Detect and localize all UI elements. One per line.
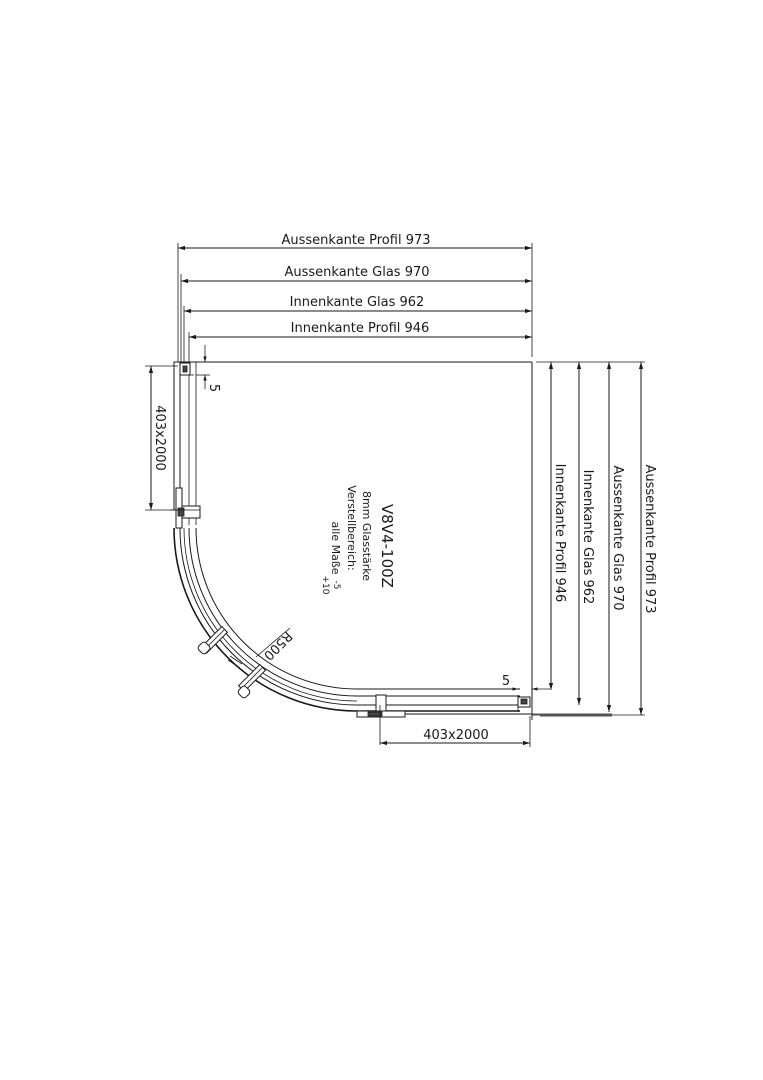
all-dims-label: alle Maße (329, 521, 342, 575)
radius-label: R500 (260, 628, 295, 663)
dim-label-inner-profile-top: Innenkante Profil 946 (290, 321, 430, 336)
glass-label: 8mm Glasstärke (360, 490, 373, 582)
tol-minus-label: -5 (331, 580, 341, 590)
offset-label-top: 5 (206, 383, 221, 393)
offset-label-right: 5 (501, 674, 511, 689)
dim-label-bottom-panel: 403x2000 (423, 728, 489, 743)
dim-label-outer-profile-top: Aussenkante Profil 973 (281, 233, 431, 248)
dim-label-outer-profile-right: Aussenkante Profil 973 (642, 464, 657, 614)
top-dimensions (178, 233, 532, 362)
notes-block (320, 485, 396, 595)
right-dimensions (532, 362, 657, 715)
dim-label-outer-glass-right: Aussenkante Glas 970 (610, 465, 625, 611)
model-label: V8V4-100Z (378, 504, 396, 588)
dim-label-outer-glass-top: Aussenkante Glas 970 (284, 265, 430, 280)
dim-label-left-panel: 403x2000 (152, 405, 167, 471)
dim-label-inner-glass-top: Innenkante Glas 962 (289, 295, 425, 310)
dim-label-inner-glass-right: Innenkante Glas 962 (580, 469, 595, 605)
dim-label-inner-profile-right: Innenkante Profil 946 (552, 463, 567, 603)
adjust-label: Verstellbereich: (345, 485, 358, 571)
tol-plus-label: +10 (320, 575, 330, 595)
